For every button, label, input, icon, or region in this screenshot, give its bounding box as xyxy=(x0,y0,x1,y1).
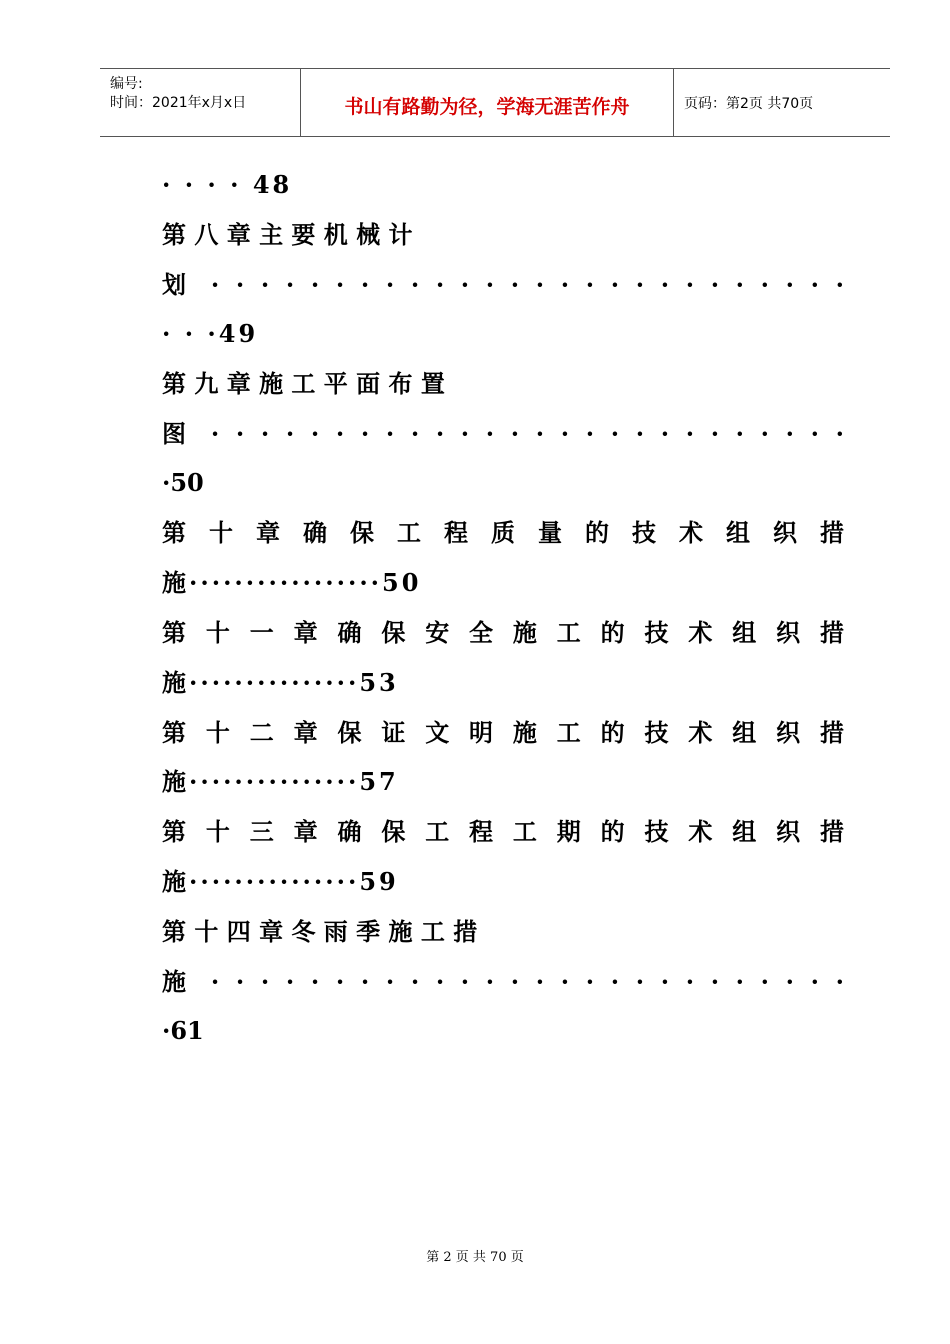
toc-line: ·61 xyxy=(162,1016,204,1045)
toc-chapter-heading: 第 十 三 章 确 保 工 程 工 期 的 技 术 组 织 措 xyxy=(162,817,844,846)
toc-line: · · ·49 xyxy=(162,319,259,348)
toc-line: 划 · · · · · · · · · · · · · · · · · · · · · · · · · · xyxy=(162,270,844,299)
header-motto-cell xyxy=(301,69,674,136)
toc-chapter-heading: 第 十 一 章 确 保 安 全 施 工 的 技 术 组 织 措 xyxy=(162,618,844,647)
header-motto: 书山有路勤为径，学海无涯苦作舟 xyxy=(344,96,630,118)
toc-chapter-heading: 第 九 章 施 工 平 面 布 置 xyxy=(162,369,445,398)
toc-line: 施···············57 xyxy=(162,767,399,796)
page-footer: 第 2 页 共 70 页 xyxy=(426,1250,524,1265)
toc-chapter-heading: 第 十 四 章 冬 雨 季 施 工 措 xyxy=(162,917,478,946)
toc-line: · · · · 48 xyxy=(162,170,293,199)
toc-line: 施···············53 xyxy=(162,668,399,697)
toc-chapter-heading: 第 八 章 主 要 机 械 计 xyxy=(162,220,413,249)
serial-label: 编号: xyxy=(110,76,143,92)
toc-line: 图 · · · · · · · · · · · · · · · · · · · · · · · · · · xyxy=(162,419,844,448)
header-page-cell xyxy=(674,69,890,136)
time-label: 时间：2021年x月x日 xyxy=(110,95,247,111)
toc-line: 施·················50 xyxy=(162,568,422,597)
toc-line: ·50 xyxy=(162,468,204,497)
header-meta-cell xyxy=(100,69,301,136)
toc-line: 施 · · · · · · · · · · · · · · · · · · · · · · · · · · xyxy=(162,967,844,996)
toc-chapter-heading: 第 十 章 确 保 工 程 质 量 的 技 术 组 织 措 xyxy=(162,518,844,547)
toc-chapter-heading: 第 十 二 章 保 证 文 明 施 工 的 技 术 组 织 措 xyxy=(162,718,844,747)
header-page-info: 页码：第2页 共70页 xyxy=(684,96,814,112)
document-header xyxy=(100,68,890,137)
toc-line: 施···············59 xyxy=(162,867,399,896)
